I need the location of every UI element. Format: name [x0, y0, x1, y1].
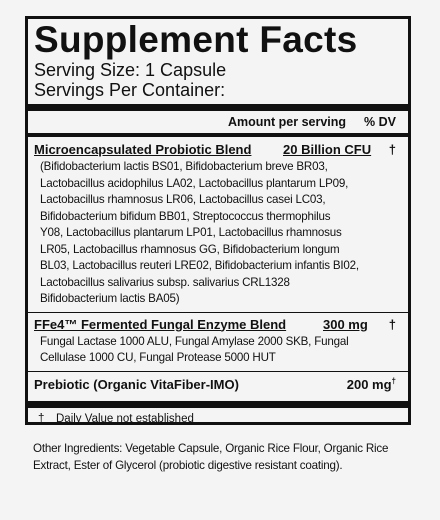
- blend-ingredients-probiotic: [34, 159, 402, 308]
- other-ingredients-line: Extract, Ester of Glycerol (probiotic digestive resistant coating).: [33, 459, 343, 472]
- ingredient-line: Bifidobacterium bifidum BB01, Streptococcus thermophilus: [40, 209, 331, 223]
- ingredient-line: Fungal Lactase 1000 ALU, Fungal Amylase 2000 SKB, Fungal: [40, 334, 349, 348]
- header-divider: [28, 133, 408, 137]
- supplement-facts-panel: [25, 16, 411, 425]
- prebiotic-amount-wrap: [347, 376, 396, 394]
- blend-row-enzyme: [34, 316, 402, 334]
- ingredient-line: Y08, Lactobacillus plantarum LP01, Lactobacillus rhamnosus: [40, 226, 342, 239]
- dv-header: % DV: [364, 115, 396, 129]
- other-ingredients-line: Other Ingredients: Vegetable Capsule, Organic Rice Flour, Organic Rice: [33, 442, 389, 455]
- ingredient-line: Lactobacillus acidophilus LA02, Lactobacillus plantarum LP09,: [40, 176, 349, 190]
- thick-divider: [28, 104, 408, 111]
- blend-row-probiotic: [34, 141, 402, 159]
- prebiotic-amount: 200 mg: [346, 376, 392, 392]
- dv-mark: †: [388, 316, 396, 332]
- row-divider: [28, 312, 408, 313]
- footnote-text: Daily Value not established: [56, 412, 194, 425]
- amount-per-serving-header: Amount per serving: [227, 115, 347, 129]
- other-ingredients: [33, 440, 413, 474]
- ingredient-line: BL03, Lactobacillus reuteri LRE02, Bifidobacterium infantis BI02,: [40, 259, 359, 272]
- footnote-mark: †: [38, 412, 45, 425]
- blend-amount: 300 mg: [323, 316, 368, 332]
- ingredient-line: Cellulase 1000 CU, Fungal Protease 5000 HUT: [40, 351, 276, 364]
- panel-title: Supplement Facts: [34, 19, 358, 60]
- prebiotic-row: [34, 376, 402, 394]
- row-divider: [28, 371, 408, 372]
- ingredient-line: Bifidobacterium lactis BA05): [40, 292, 180, 305]
- ingredient-line: (Bifidobacterium lactis BS01, Bifidobacterium breve BR03,: [40, 160, 328, 173]
- ingredient-line: LR05, Lactobacillus rhamnosus GG, Bifidobacterium longum: [40, 242, 340, 256]
- ingredient-line: Lactobacillus salivarius subsp. salivarius CRL1328: [40, 275, 290, 289]
- servings-per-container: Servings Per Container:: [34, 80, 226, 100]
- blend-name: Microencapsulated Probiotic Blend: [34, 142, 252, 157]
- column-header: [34, 111, 402, 133]
- thick-divider: [28, 401, 408, 408]
- prebiotic-name: Prebiotic (Organic VitaFiber-IMO): [34, 376, 239, 392]
- dv-mark: †: [391, 376, 396, 386]
- blend-ingredients-enzyme: [34, 334, 402, 367]
- blend-name: FFe4™ Fermented Fungal Enzyme Blend: [34, 316, 287, 332]
- serving-size: Serving Size: 1 Capsule: [34, 60, 227, 80]
- ingredient-line: Lactobacillus rhamnosus LR06, Lactobacillus casei LC03,: [40, 193, 326, 206]
- dv-mark: †: [388, 142, 396, 157]
- footnote: [34, 408, 402, 430]
- blend-amount: 20 Billion CFU: [283, 142, 372, 157]
